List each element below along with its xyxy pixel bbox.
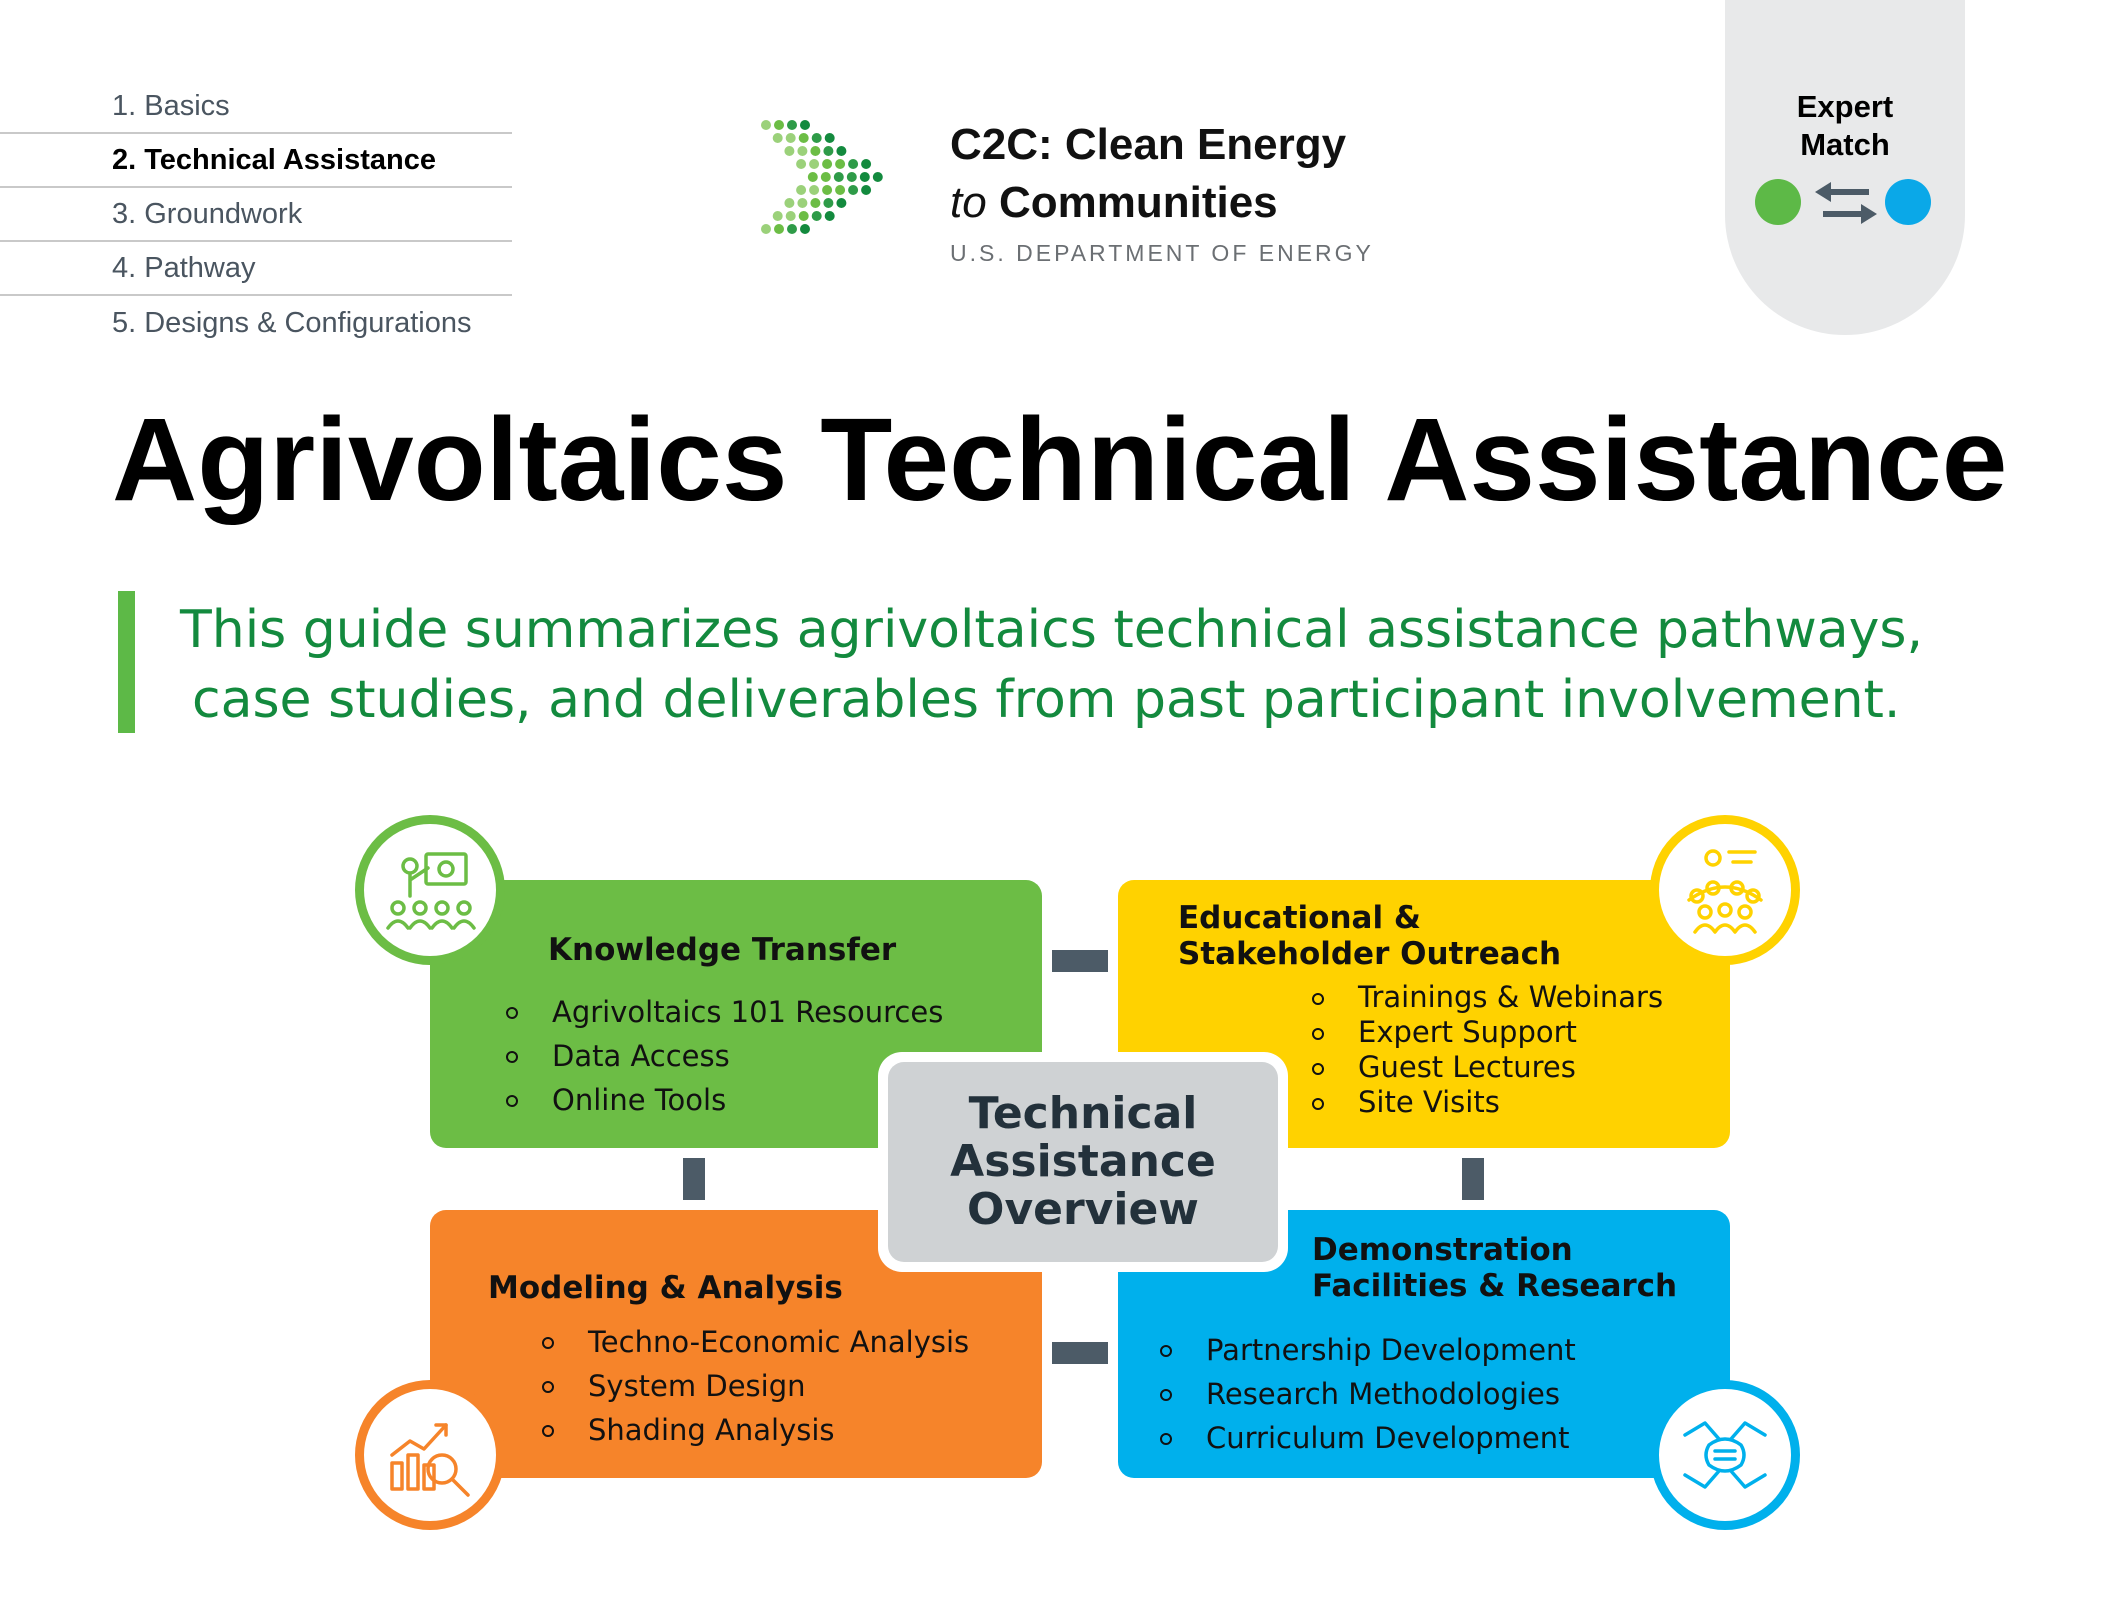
list-item: Shading Analysis — [542, 1408, 969, 1452]
demonstration-research-heading — [1312, 1232, 1677, 1304]
presentation-audience-icon — [355, 815, 505, 965]
demonstration-research-heading-line1: Demonstration — [1312, 1232, 1573, 1268]
technical-assistance-overview-box — [878, 1052, 1288, 1272]
group-meeting-icon — [1650, 815, 1800, 965]
expert-match-line1: Expert — [1796, 89, 1894, 124]
logo-title: C2C: Clean Energy — [950, 120, 1347, 169]
logo-to: to — [950, 178, 987, 227]
hands-together-icon — [1650, 1380, 1800, 1530]
overview-label — [888, 1062, 1278, 1262]
section-nav — [0, 80, 512, 350]
connector-bottom — [1052, 1342, 1108, 1364]
connector-right — [1462, 1158, 1484, 1200]
nav-item-designs-configurations[interactable]: 5. Designs & Configurations — [112, 306, 472, 339]
list-item: Guest Lectures — [1312, 1050, 1663, 1085]
nav-item-technical-assistance[interactable]: 2. Technical Assistance — [0, 134, 512, 188]
overview-line3: Overview — [967, 1184, 1199, 1235]
lede-accent-bar — [118, 591, 135, 733]
educational-outreach-heading — [1178, 900, 1561, 972]
educational-outreach-list — [1312, 980, 1663, 1120]
nav-item-groundwork[interactable]: 3. Groundwork — [0, 188, 512, 242]
knowledge-transfer-heading: Knowledge Transfer — [548, 932, 897, 968]
page-title: Agrivoltaics Technical Assistance — [112, 394, 2008, 526]
overview-line1: Technical — [968, 1088, 1198, 1139]
connector-top — [1052, 950, 1108, 972]
chart-magnifier-icon — [355, 1380, 505, 1530]
swap-arrows-icon — [1815, 178, 1877, 228]
list-item: Expert Support — [1312, 1015, 1663, 1050]
green-dotted-arrow-logo-icon — [758, 115, 918, 275]
demonstration-research-list — [1160, 1328, 1576, 1460]
modeling-analysis-heading: Modeling & Analysis — [488, 1270, 843, 1306]
list-item: Techno-Economic Analysis — [542, 1320, 969, 1364]
lede-text — [180, 595, 1980, 735]
logo-communities: Communities — [998, 178, 1278, 227]
educational-outreach-heading-line1: Educational & — [1178, 900, 1421, 936]
c2c-logo — [758, 110, 1398, 280]
nav-item-pathway[interactable]: 4. Pathway — [0, 242, 512, 296]
lede-line-2: case studies, and deliverables from past participant involvement. — [192, 670, 1901, 730]
green-dot-icon — [1755, 179, 1801, 225]
list-item: Site Visits — [1312, 1085, 1663, 1120]
lede-line-1: This guide summarizes agrivoltaics technical assistance pathways, — [180, 600, 1924, 660]
overview-line2: Assistance — [950, 1136, 1216, 1187]
connector-left — [683, 1158, 705, 1200]
blue-dot-icon — [1885, 179, 1931, 225]
list-item: Trainings & Webinars — [1312, 980, 1663, 1015]
nav-item-basics[interactable]: 1. Basics — [0, 80, 512, 134]
list-item: Research Methodologies — [1160, 1372, 1576, 1416]
list-item: Agrivoltaics 101 Resources — [506, 990, 943, 1034]
demonstration-research-heading-line2: Facilities & Research — [1312, 1268, 1678, 1304]
expert-match-line2: Match — [1800, 127, 1890, 162]
list-item: Data Access — [506, 1034, 943, 1078]
list-item: System Design — [542, 1364, 969, 1408]
list-item: Partnership Development — [1160, 1328, 1576, 1372]
expert-match-label — [1725, 88, 1965, 164]
list-item: Curriculum Development — [1160, 1416, 1576, 1460]
logo-title-line2 — [950, 174, 1374, 232]
list-item: Online Tools — [506, 1078, 943, 1122]
educational-outreach-heading-line2: Stakeholder Outreach — [1178, 936, 1562, 972]
logo-text — [950, 116, 1374, 267]
expert-match-tab[interactable] — [1725, 0, 1965, 335]
modeling-analysis-list — [542, 1320, 969, 1452]
logo-subtitle: U.S. DEPARTMENT OF ENERGY — [950, 240, 1374, 266]
